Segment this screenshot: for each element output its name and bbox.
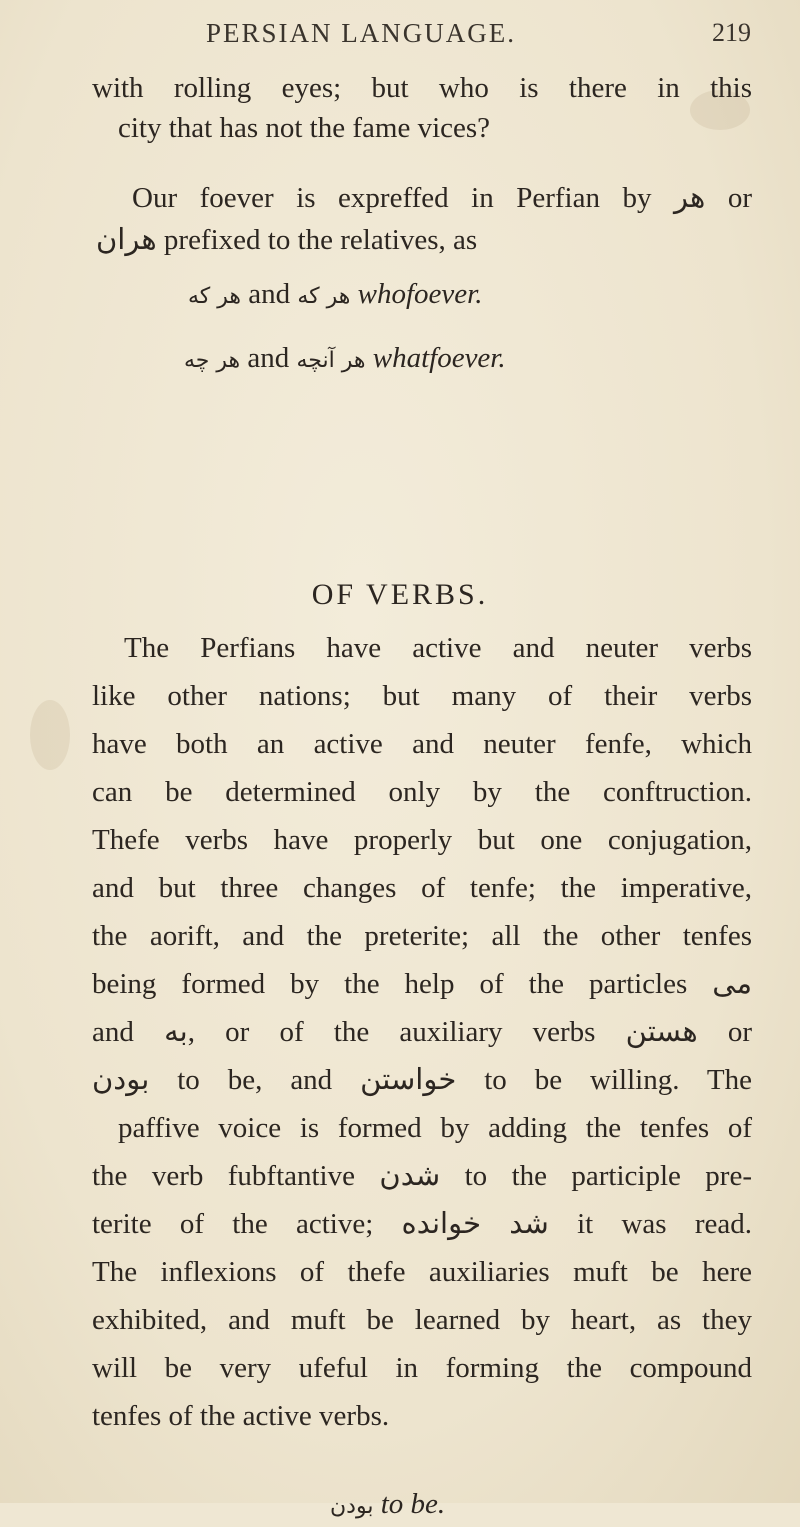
text-line: the verb fubftantive شدن to the participle pre- bbox=[92, 1160, 752, 1192]
text-line: The inflexions of thefe auxiliaries muft be here bbox=[92, 1256, 752, 1288]
text-line: paffive voice is formed by adding the tenfes of bbox=[118, 1112, 752, 1144]
persian-term: هر که bbox=[297, 284, 351, 309]
text-line: Thefe verbs have properly but one conjugation, bbox=[92, 824, 752, 856]
text-line: exhibited, and muft be learned by heart, as they bbox=[92, 1304, 752, 1336]
connector-word: and bbox=[247, 342, 290, 374]
running-title: PERSIAN LANGUAGE. bbox=[206, 18, 516, 48]
text-line: can be determined only by the conftruction. bbox=[92, 776, 752, 808]
persian-term: هر چه bbox=[184, 348, 241, 373]
persian-term: هر که bbox=[188, 284, 242, 309]
persian-term: بودن bbox=[330, 1494, 374, 1519]
text-line: بودن to be, and خواستن to be willing. The bbox=[92, 1064, 752, 1096]
text-line: and به, or of the auxiliary verbs هستن or bbox=[92, 1016, 752, 1048]
example-row bbox=[188, 274, 483, 317]
text-line: and but three changes of tenfe; the imperative, bbox=[92, 872, 752, 904]
text-line: have both an active and neuter fenfe, which bbox=[92, 728, 752, 760]
text-line: with rolling eyes; but who is there in this bbox=[92, 72, 752, 104]
text-line: like other nations; but many of their verbs bbox=[92, 680, 752, 712]
section-title: OF VERBS. bbox=[311, 578, 489, 611]
text-line: will be very ufeful in forming the compound bbox=[92, 1352, 752, 1384]
text-line: The Perfians have active and neuter verbs bbox=[124, 632, 752, 664]
connector-word: and bbox=[248, 278, 291, 310]
subheading bbox=[330, 1484, 445, 1527]
text-line: tenfes of the active verbs. bbox=[92, 1400, 390, 1432]
example-row bbox=[184, 338, 506, 381]
text-line: هران prefixed to the relatives, as bbox=[96, 224, 478, 256]
text-line: Our foever is expreffed in Perfian by هر or bbox=[132, 182, 752, 214]
text-line: the aorift, and the preterite; all the other tenfes bbox=[92, 920, 752, 952]
paper-stain bbox=[30, 700, 70, 770]
text-line: terite of the active; شد خوانده it was read. bbox=[92, 1208, 752, 1240]
english-gloss: whofoever. bbox=[357, 278, 483, 310]
running-header bbox=[0, 16, 800, 60]
english-gloss: whatfoever. bbox=[372, 342, 506, 374]
text-line: being formed by the help of the particles می bbox=[92, 968, 752, 1000]
persian-term: هر آنچه bbox=[296, 348, 366, 373]
english-gloss: to be. bbox=[380, 1488, 446, 1520]
text-line: city that has not the fame vices? bbox=[118, 112, 491, 144]
page-number: 219 bbox=[712, 18, 751, 47]
